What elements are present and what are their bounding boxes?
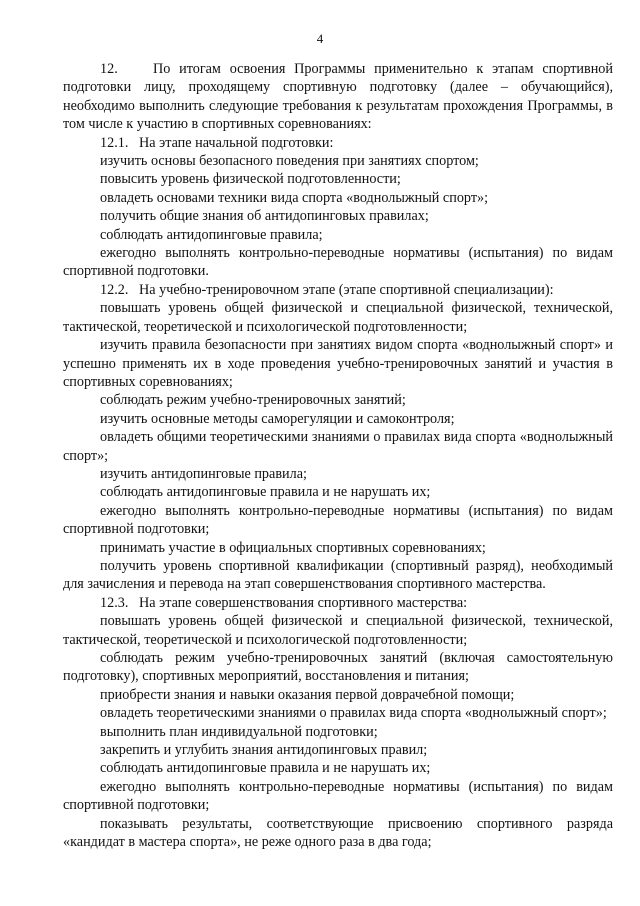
paragraph-12-1-heading: 12.1. На этапе начальной подготовки: (100, 134, 334, 151)
list-item: выполнить план индивидуальной подготовки; (100, 723, 378, 740)
list-item: соблюдать антидопинговые правила; (100, 226, 323, 243)
list-item: соблюдать антидопинговые правила и не нарушать их; (100, 484, 431, 501)
list-item: ежегодно выполнять контрольно-переводные нормативы (испытания) по видам спортивной подготовки; (63, 502, 613, 538)
list-item: изучить основные методы саморегуляции и самоконтроля; (100, 410, 455, 427)
list-item: изучить антидопинговые правила; (100, 465, 307, 482)
list-item: овладеть основами техники вида спорта «воднолыжный спорт»; (100, 189, 489, 206)
list-item: овладеть теоретическими знаниями о правилах вида спорта «воднолыжный спорт»; (100, 705, 607, 722)
list-item: овладеть общими теоретическими знаниями о правилах вида спорта «воднолыжный спорт»; (63, 429, 613, 464)
list-item: повысить уровень физической подготовленности; (100, 171, 401, 188)
list-item: соблюдать антидопинговые правила и не нарушать их; (100, 760, 431, 777)
list-item: изучить правила безопасности при занятиях видом спорта «воднолыжный спорт» и успешно применять их в ходе проведения учебно-тренировочных занятий и участия в спортивных соревнованиях; (63, 337, 613, 390)
list-item: соблюдать режим учебно-тренировочных занятий; (100, 392, 406, 409)
list-item: ежегодно выполнять контрольно-переводные нормативы (испытания) по видам спортивной подготовки; (63, 778, 613, 814)
paragraph-12-3-heading: 12.3. На этапе совершенствования спортивного мастерства: (100, 594, 468, 611)
paragraph-12-2-heading: 12.2. На учебно-тренировочном этапе (этапе спортивной специализации): (100, 281, 554, 298)
list-item: получить уровень спортивной квалификации (спортивный разряд), необходимый для зачисления и перевода на этап совершенствования спортивного мастерства. (63, 557, 613, 593)
list-item: соблюдать режим учебно-тренировочных занятий (включая самостоятельную подготовку), спортивных мероприятий, восстановления и питания; (63, 650, 613, 685)
list-item: закрепить и углубить знания антидопинговых правил; (100, 742, 428, 759)
list-item: ежегодно выполнять контрольно-переводные нормативы (испытания) по видам спортивной подготовки. (63, 245, 613, 280)
document-body (63, 60, 613, 851)
list-item: приобрести знания и навыки оказания первой доврачебной помощи; (100, 686, 515, 703)
paragraph-12: 12. По итогам освоения Программы применительно к этапам спортивной подготовки лицу, проходящему спортивную подготовку (далее – обучающийся), необходимо выполнить следующие требования к результатам прохождения Программы, в том числе к участию в спортивных соревнованиях: (63, 61, 613, 133)
list-item: повышать уровень общей физической и специальной физической, технической, тактической, теоретической и психологической подготовленности; (63, 613, 613, 648)
list-item: показывать результаты, соответствующие присвоению спортивного разряда «кандидат в мастера спорта», не реже одного раза в два года; (63, 815, 613, 851)
list-item: принимать участие в официальных спортивных соревнованиях; (100, 539, 486, 556)
list-item: повышать уровень общей физической и специальной физической, технической, тактической, теоретической и психологической подготовленности; (63, 300, 613, 335)
list-item: изучить основы безопасного поведения при занятиях спортом; (100, 153, 479, 170)
list-item: получить общие знания об антидопинговых правилах; (100, 208, 429, 225)
page-number: 4 (316, 31, 324, 46)
